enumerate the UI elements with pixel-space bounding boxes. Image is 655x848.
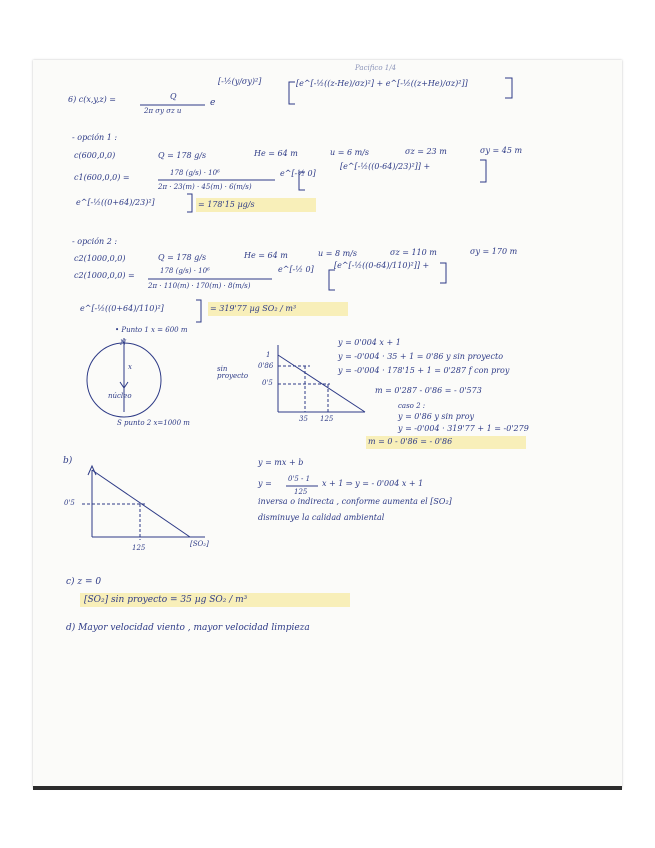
- graph2-x-tick: 125: [132, 544, 146, 552]
- option1-param-0: c(600,0,0): [74, 151, 116, 160]
- partc-l2: [SO₂] sin proyecto = 35 µg SO₂ / m³: [84, 595, 248, 605]
- graph2-x-label: [SO₂]: [190, 540, 209, 548]
- graph2-label: b): [63, 456, 73, 466]
- partb-l3: inversa o indirecta , conforme aumenta el [SO₂]: [258, 497, 452, 506]
- circle-south: S punto 2 x=1000 m: [117, 419, 190, 427]
- option2-eq-exp2: [e^[-½((0-64)/110)²]] +: [334, 261, 430, 270]
- sec6-frac-num: Q: [170, 92, 177, 101]
- note-6: y = -0'004 · 319'77 + 1 = -0'279: [398, 424, 529, 433]
- graph1-y2: 0'86: [258, 362, 274, 370]
- note-7: m = 0 - 0'86 = - 0'86: [368, 437, 453, 446]
- sec6-frac-den: 2π σy σz u: [144, 107, 182, 115]
- note-5: y = 0'86 y sin proy: [398, 412, 475, 421]
- graph1-side-label: sin proyecto: [217, 365, 249, 380]
- option1-result: = 178'15 µg/s: [198, 200, 255, 209]
- circle-center: núcleo: [108, 392, 132, 400]
- option1-param-5: σy = 45 m: [480, 146, 523, 155]
- option2-param-3: u = 8 m/s: [318, 249, 357, 258]
- partd-l1: d) Mayor velocidad viento , mayor velocidad limpieza: [66, 623, 310, 633]
- bracket-6-right: [505, 78, 512, 98]
- option2-param-1: Q = 178 g/s: [158, 253, 207, 262]
- option2-result: = 319'77 µg SO₂ / m³: [210, 304, 297, 313]
- sec6-exp2: [e^[-½((z-He)/σz)²] + e^[-½((z+He)/σz)²]]: [296, 79, 468, 88]
- option2-param-0: c2(1000,0,0): [74, 254, 126, 263]
- option2-param-2: He = 64 m: [244, 251, 288, 260]
- partb-l4: disminuye la calidad ambiental: [258, 513, 385, 522]
- bracket-o1-right: [480, 160, 486, 182]
- note-0: y = 0'004 x + 1: [338, 338, 401, 347]
- graph1-line: [278, 355, 365, 412]
- partc-l1: c) z = 0: [66, 577, 102, 587]
- option1-eq-den: 2π · 23(m) · 45(m) · 6(m/s): [158, 183, 252, 191]
- graph2-line: [92, 470, 190, 537]
- partb-l2-num: 0'5 - 1: [288, 475, 311, 483]
- partb-l2-den: 125: [294, 488, 308, 496]
- circle-north: N: [120, 339, 127, 347]
- option1-eq-cont: e^[-½((0+64)/23)²]: [76, 198, 155, 207]
- option1-title: - opción 1 :: [72, 133, 118, 142]
- partb-l1: y = mx + b: [258, 458, 304, 467]
- partb-l2b: x + 1 ⇒ y = - 0'004 x + 1: [322, 479, 424, 488]
- note-2: y = -0'004 · 178'15 + 1 = 0'287 f con proy: [338, 366, 510, 375]
- option1-eq-exp2: [e^[-½((0-64)/23)²]] +: [340, 162, 431, 171]
- option1-eq-lhs: c1(600,0,0) =: [74, 173, 130, 182]
- option1-eq-num: 178 (g/s) · 10⁶: [170, 169, 220, 177]
- sec6-exp1: [-½(y/σy)²]: [218, 77, 262, 86]
- bracket-o2-left: [329, 270, 335, 290]
- option1-param-3: u = 6 m/s: [330, 148, 369, 157]
- circle-point1: • Punto 1 x = 600 m: [115, 326, 188, 334]
- note-4: caso 2 :: [398, 402, 426, 410]
- graph1-x1: 35: [299, 415, 308, 423]
- note-1: y = -0'004 · 35 + 1 = 0'86 y sin proyecto: [338, 352, 504, 361]
- graph1-x2: 125: [320, 415, 334, 423]
- partb-l2a: y =: [258, 479, 272, 488]
- graph1-y3: 0'5: [262, 379, 273, 387]
- option1-eq-exp1: e^[-½ 0]: [280, 169, 316, 178]
- sec6-lhs: 6) c(x,y,z) =: [68, 95, 116, 104]
- sec6-e: e: [210, 98, 216, 108]
- option2-title: - opción 2 :: [72, 237, 118, 246]
- graph1-y1: 1: [266, 351, 271, 359]
- bracket-6-left: [289, 82, 295, 104]
- option2-eq-exp1: e^[-½ 0]: [278, 265, 314, 274]
- option1-param-4: σz = 23 m: [405, 147, 447, 156]
- header-faint: Pacifico 1/4: [355, 64, 397, 72]
- option2-param-4: σz = 110 m: [390, 248, 437, 257]
- option2-param-5: σy = 170 m: [470, 247, 518, 256]
- bracket-o2-right: [440, 263, 446, 283]
- note-3: m = 0'287 - 0'86 = - 0'573: [375, 386, 482, 395]
- option2-eq-cont: e^[-½((0+64)/110)²]: [80, 304, 164, 313]
- option2-eq-den: 2π · 110(m) · 170(m) · 8(m/s): [148, 282, 251, 290]
- bracket-o1-cont: [187, 194, 192, 212]
- circle-x-mark: x: [128, 363, 132, 371]
- option1-param-2: He = 64 m: [254, 149, 298, 158]
- option2-eq-lhs: c2(1000,0,0) =: [74, 271, 135, 280]
- option1-param-1: Q = 178 g/s: [158, 151, 207, 160]
- graph2-y-tick: 0'5: [64, 499, 75, 507]
- option2-eq-num: 178 (g/s) · 10⁶: [160, 267, 210, 275]
- bracket-o2-cont: [196, 300, 201, 322]
